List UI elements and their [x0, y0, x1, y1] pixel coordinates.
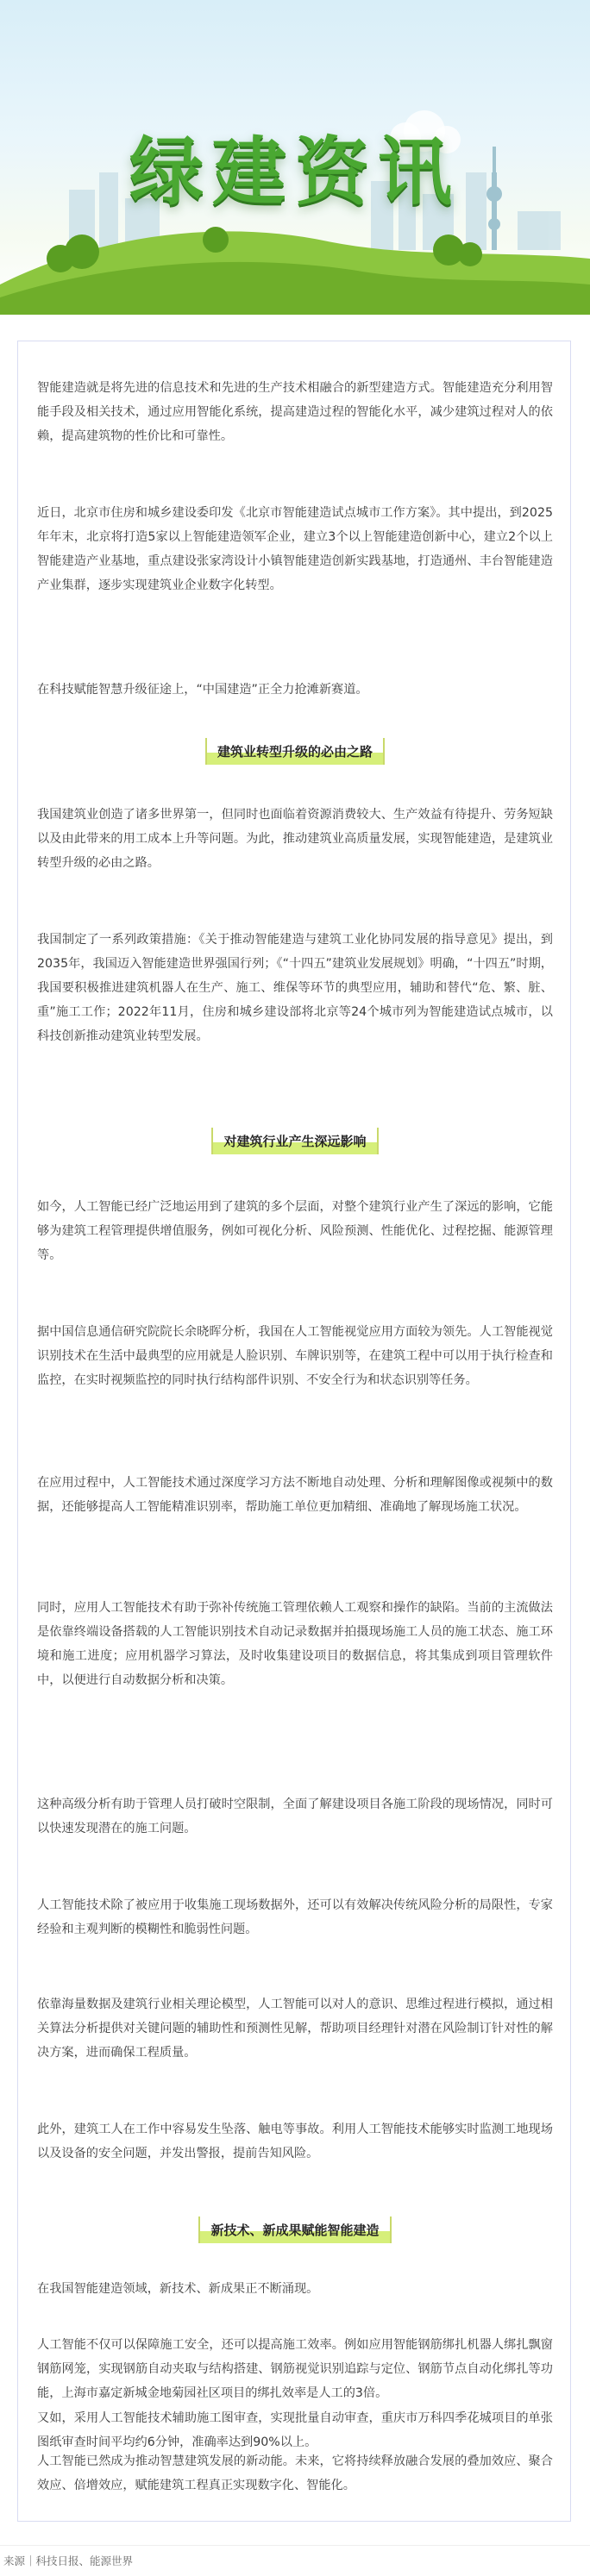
section-heading [18, 738, 572, 765]
header-banner [0, 0, 590, 315]
paragraph: 如今，人工智能已经广泛地运用到了建筑的多个层面，对整个建筑行业产生了深远的影响，它能够为建筑工程管理提供增值服务，例如可视化分析、风险预测、性能优化、过程挖掘、能源管理等。 [37, 1200, 553, 1262]
paragraph: 智能建造就是将先进的信息技术和先进的生产技术相融合的新型建造方式。智能建造充分利用智能手段及相关技术，通过应用智能化系统，提高建造过程的智能化水平，减少建筑过程对人的依赖，提高建筑物的性价比和可靠性。 [37, 381, 553, 443]
paragraph: 又如，采用人工智能技术辅助施工图审查，实现批量自动审查，重庆市万科四季花城项目的单张图纸审查时间平均约6分钟，准确率达到90%以上。 [37, 2411, 553, 2449]
paragraph: 人工智能技术除了被应用于收集施工现场数据外，还可以有效解决传统风险分析的局限性，专家经验和主观判断的模糊性和脆弱性问题。 [37, 1898, 553, 1936]
paragraph: 在科技赋能智慧升级征途上，“中国建造”正全力抢滩新赛道。 [37, 683, 368, 697]
paragraph: 我国制定了一系列政策措施：《关于推动智能建造与建筑工业化协同发展的指导意见》提出，到2035年，我国迈入智能建造世界强国行列；《“十四五”建筑业发展规划》明确，“十四五”时期，我国要积极推进建筑机器人在生产、施工、维保等环节的典型应用，辅助和替代“危、繁、脏、重”施工工作；2022年11月，住房和城乡建设部将北京等24个城市列为智能建造试点城市，以科技创新推动建筑业转型发展。 [37, 933, 553, 1043]
paragraph: 同时，应用人工智能技术有助于弥补传统施工管理依赖人工观察和操作的缺陷。当前的主流做法是依靠终端设备搭载的人工智能识别技术自动记录数据并拍摄现场施工人员的施工状态、施工环境和施工进度；应用机器学习算法，及时收集建设项目的数据信息，将其集成到项目管理软件中，以便进行自动数据分析和决策。 [37, 1601, 553, 1687]
paragraph: 这种高级分析有助于管理人员打破时空限制，全面了解建设项目各施工阶段的现场情况，同时可以快速发现潜在的施工问题。 [37, 1798, 553, 1835]
paragraph: 人工智能已然成为推动智慧建筑发展的新动能。未来，它将持续释放融合发展的叠加效应、聚合效应、倍增效应，赋能建筑工程真正实现数字化、智能化。 [37, 2454, 553, 2492]
paragraph: 此外，建筑工人在工作中容易发生坠落、触电等事故。利用人工智能技术能够实时监测工地现场以及设备的安全问题，并发出警报，提前告知风险。 [37, 2123, 553, 2160]
section-heading [18, 2216, 572, 2243]
section-heading-text: 新技术、新成果赋能智能建造 [198, 2216, 391, 2243]
paragraph: 人工智能不仅可以保障施工安全，还可以提高施工效率。例如应用智能钢筋绑扎机器人绑扎飘窗钢筋网笼，实现钢筋自动夹取与结构搭建、钢筋视觉识别追踪与定位、钢筋节点自动化绑扎等功能，上海市嘉定新城金地菊园社区项目的绑扎效率是人工的3倍。 [37, 2338, 553, 2400]
article-card [17, 341, 571, 2522]
source-footer: 来源｜科技日报、能源世界 [0, 2545, 590, 2576]
section-heading-text: 建筑业转型升级的必由之路 [205, 738, 385, 765]
paragraph: 据中国信息通信研究院院长余晓晖分析，我国在人工智能视觉应用方面较为领先。人工智能视觉识别技术在生活中最典型的应用就是人脸识别、车牌识别等，在建筑工程中可以用于执行检查和监控，在实时视频监控的同时执行结构部件识别、不安全行为和状态识别等任务。 [37, 1325, 553, 1387]
paragraph: 在应用过程中，人工智能技术通过深度学习方法不断地自动处理、分析和理解图像或视频中的数据，还能够提高人工智能精准识别率，帮助施工单位更加精细、准确地了解现场施工状况。 [37, 1476, 553, 1514]
paragraph: 依靠海量数据及建筑行业相关理论模型，人工智能可以对人的意识、思维过程进行模拟，通过相关算法分析提供对关键问题的辅助性和预测性见解，帮助项目经理针对潜在风险制订针对性的解决方案，进而确保工程质量。 [37, 1998, 553, 2060]
section-heading [18, 1128, 572, 1154]
section-heading-text: 对建筑行业产生深远影响 [211, 1128, 378, 1154]
paragraph: 在我国智能建造领域，新技术、新成果正不断涌现。 [37, 2282, 319, 2296]
paragraph: 我国建筑业创造了诸多世界第一，但同时也面临着资源消费较大、生产效益有待提升、劳务短缺以及由此带来的用工成本上升等问题。为此，推动建筑业高质量发展，实现智能建造，是建筑业转型升级的必由之路。 [37, 808, 553, 870]
banner-title: 绿建资讯 [129, 129, 461, 216]
paragraph: 近日，北京市住房和城乡建设委印发《北京市智能建造试点城市工作方案》。其中提出，到2025年年末，北京将打造5家以上智能建造领军企业，建立3个以上智能建造创新中心，建立2个以上智能建造产业基地，重点建设张家湾设计小镇智能建造创新实践基地，打造通州、丰台智能建造产业集群，逐步实现建筑业企业数字化转型。 [37, 506, 553, 592]
